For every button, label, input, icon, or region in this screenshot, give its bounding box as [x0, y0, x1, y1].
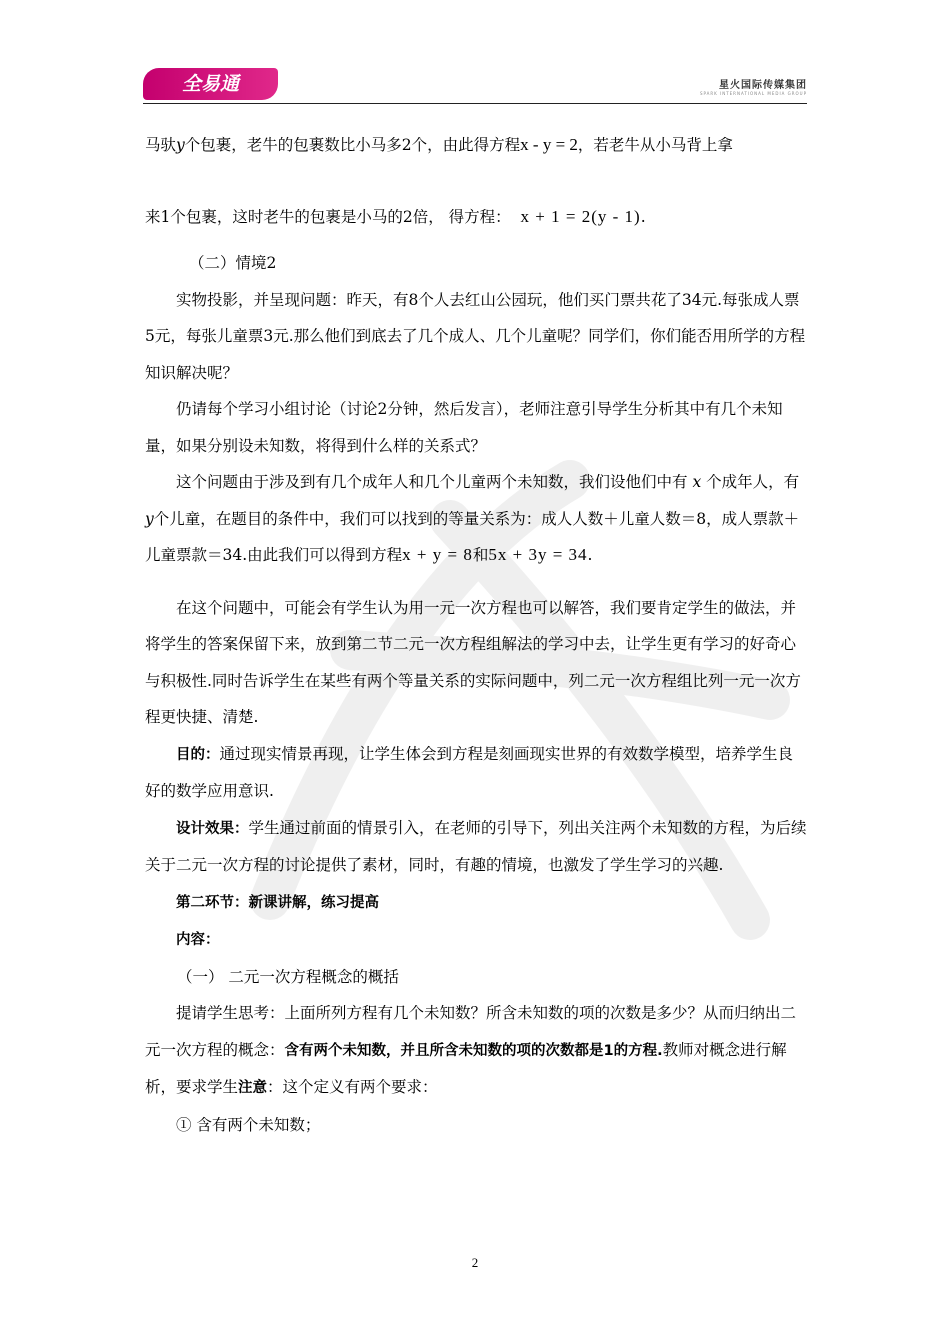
brand-name-cn: 星火国际传媒集团	[719, 80, 807, 91]
paragraph-3: 实物投影，并呈现问题：昨天，有8个人去红山公园玩，他们买门票共花了34元.每张成人票5元，每张儿童票3元.那么他们到底去了几个成人、几个儿童呢？同学们，你们能否用所学的方程知识解决呢？	[145, 290, 806, 382]
header-divider	[143, 103, 807, 104]
label-effect: 设计效果：	[176, 820, 249, 837]
paragraph-12	[145, 995, 807, 1107]
brand-name	[700, 76, 807, 96]
brand-name-en: SPARK INTERNATIONAL MEDIA GROUP	[699, 91, 807, 96]
text: 提请学生思考：上面所列方程有几个未知数？所含未知数的项的次数是多少？从而归纳出二元一次方程的概念：	[145, 1004, 797, 1059]
text: 通过现实情景再现，让学生体会到方程是刻画现实世界的有效数学模型，培养学生良好的数学应用意识.	[145, 744, 794, 800]
text: 个包裹，老牛的包裹数比小马多2个，由此得方程	[184, 136, 521, 154]
text: 这个问题由于涉及到有几个成年人和几个儿童两个未知数，我们设他们中有	[176, 473, 688, 491]
equation: x - y = 2	[520, 135, 578, 154]
page-number: 2	[471, 1255, 479, 1270]
text: ，若老牛从小马背上拿	[577, 136, 733, 154]
definition: 含有两个未知数，并且所含未知数的项的次数都是1的方程.	[284, 1042, 663, 1059]
list-item-1: ① 含有两个未知数；	[176, 1115, 321, 1134]
text: .	[640, 208, 646, 226]
variable-y: y	[145, 509, 154, 528]
text: 来1个包裹，这时老牛的包裹是小马的2倍， 得方程：	[145, 208, 511, 226]
label-content: 内容：	[176, 932, 220, 948]
brand-logo: 全易通	[143, 68, 278, 100]
text: 教师对概念进行解析，要求学生	[145, 1040, 787, 1096]
paragraph-6: 在这个问题中，可能会有学生认为用一元一次方程也可以解答，我们要肯定学生的做法，并将学生的答案保留下来，放到第二节二元一次方程组解法的学习中去，让学生更有学习的好奇心与积极性.同时告诉学生在某些有两个等量关系的实际问题中，列二元一次方程组比列一元一次方程更快捷、清楚.	[145, 598, 801, 726]
text: 和	[472, 546, 489, 564]
text: 个成年人，有	[706, 473, 800, 491]
variable-y: y	[176, 136, 185, 154]
label-purpose: 目的：	[176, 746, 220, 763]
section-heading	[145, 884, 807, 922]
text: ：这个定义有两个要求：	[267, 1078, 438, 1096]
equation: x + 1 = 2(y - 1)	[520, 207, 641, 226]
document-body	[145, 125, 807, 1143]
paragraph-4: 仍请每个学习小组讨论（讨论2分钟，然后发言），老师注意引导学生分析其中有几个未知量，如果分别设未知数，将得到什么样的关系式？	[145, 400, 783, 455]
emphasis: 注意	[238, 1080, 268, 1096]
equation-2: 5x + 3y = 34	[488, 545, 588, 564]
paragraph-7	[145, 736, 807, 810]
paragraph-1	[145, 125, 807, 165]
content-label	[145, 921, 807, 959]
heading-text: 第二环节：新课讲解，练习提高	[176, 894, 379, 911]
text: 个儿童，在题目的条件中，我们可以找到的等量关系为：成人人数＋儿童人数＝8，成人票款＋儿童票款＝34.由此我们可以得到方程	[145, 509, 800, 564]
paragraph-8	[145, 810, 807, 884]
subsection-title: （一） 二元一次方程概念的概括	[177, 967, 399, 986]
variable-x: x	[692, 473, 702, 491]
equation-1: x + y = 8	[402, 545, 473, 564]
text: .	[587, 546, 593, 564]
paragraph-2	[145, 197, 807, 237]
paragraph-5	[145, 464, 807, 574]
text: 学生通过前面的情景引入，在老师的引导下，列出关注两个未知数的方程，为后续关于二元一次方程的讨论提供了素材，同时，有趣的情境，也激发了学生学习的兴趣.	[145, 818, 807, 874]
section-title-2: （二）情境2	[189, 254, 277, 272]
text: 马驮	[145, 136, 177, 154]
